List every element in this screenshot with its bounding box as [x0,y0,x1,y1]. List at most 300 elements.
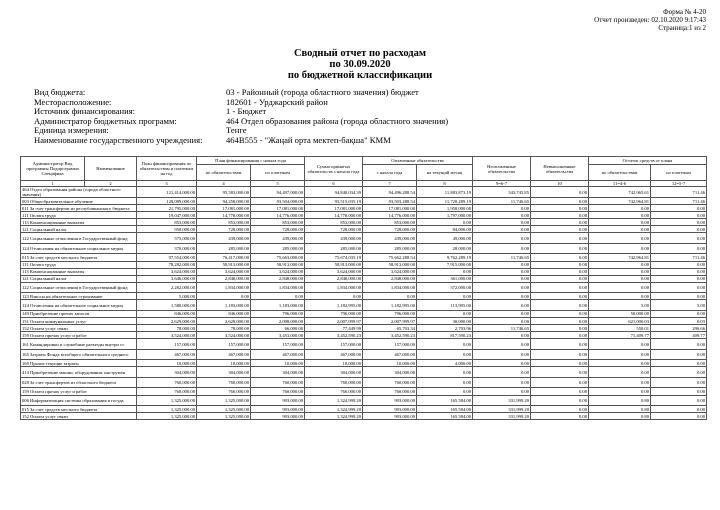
cell-c8: 11,720,289.19 [417,198,473,205]
cell-c9: 0.00 [473,318,531,325]
col-header-paid-ytd: с начала года [363,165,417,181]
cell-c12: 0.00 [651,212,707,219]
cell-c10: 0.00 [531,226,589,233]
cell-c4: 760,000.00 [197,388,251,395]
cell-c8: 2,703.96 [417,325,473,332]
cell-c11: 0.80 [589,406,651,413]
column-index-cell: 3 [137,181,197,187]
row-classifier-name: 121 Социальный налог [21,275,137,282]
cell-c11: 0.00 [589,205,651,212]
page-indicator: Страница:1 из 2 [658,24,706,32]
table-row [21,261,707,268]
cell-c10: 0.00 [531,413,589,420]
cell-c8: 0.00 [417,377,473,388]
cell-c10: 0.00 [531,233,589,244]
cell-c11: 0.00 [589,275,651,282]
column-index-cell: 2 [85,181,137,187]
cell-c8: 0.00 [417,388,473,395]
column-index-cell: 6 [305,181,363,187]
row-classifier-name: 122 Социальные отчисления в Государственный фонд [21,233,137,244]
report-parameters [34,88,448,146]
cell-c10: 0.00 [531,275,589,282]
row-classifier-name: 028 За счет трансфертов из областного бюджета [21,377,137,388]
cell-c11: 0.00 [589,377,651,388]
cell-c10: 0.00 [531,300,589,311]
cell-c10: 0.00 [531,339,589,350]
cell-c5: 94,497,000.00 [251,187,305,198]
table-row [21,395,707,406]
cell-c11: 0.80 [589,395,651,406]
row-classifier-name: 113 Компенсационные выплаты [21,219,137,226]
table-row [21,233,707,244]
cell-c8: 7,915,000.00 [417,261,473,268]
cell-c10: 0.00 [531,282,589,293]
row-classifier-name: 123 Взносы на обязательное страхование [21,293,137,300]
cell-c12: 711.46 [651,198,707,205]
group-header-plan: План финансирования с начала года [197,157,305,165]
info-label: Единица измерения: [34,125,109,136]
table-row [21,187,707,198]
column-index-cell: 1 [21,181,85,187]
cell-c7: 760,000.00 [363,377,417,388]
cell-c7: 304,000.00 [363,367,417,378]
cell-c7: 65,703.34 [363,325,417,332]
row-classifier-name: 165 Затраты Фонда всеобщего обязательного среднего [21,349,137,360]
cell-c10: 0.00 [531,205,589,212]
cell-c5: 66,000.00 [251,325,305,332]
cell-c7: 1,182,995.00 [363,300,417,311]
col-header-plan-payments: по платежам [251,165,305,181]
cell-c4: 1,325,000.00 [197,395,251,406]
form-number: Форма № 4-20 [663,8,706,16]
cell-c3: 760,000.00 [137,377,197,388]
cell-c5: 58,913,000.00 [251,261,305,268]
cell-c12: 0.00 [651,293,707,300]
info-label: Администратор бюджетных программ: [34,115,177,126]
cell-c9: 331,999.20 [473,395,531,406]
column-index-cell: 12=5-7 [651,181,707,187]
cell-c5: 3,624,000.00 [251,268,305,275]
cell-c6: 58,913,000.00 [305,261,363,268]
info-value: 464 Отдел образования района (города областного значения) [226,115,449,126]
column-index-cell: 9=6-7 [473,181,531,187]
cell-c6: 285,000.00 [305,243,363,254]
cell-c11: 0.80 [589,413,651,420]
cell-c8: 165,584.00 [417,395,473,406]
cell-c6: 157,000.00 [305,339,363,350]
cell-c11: 0.00 [589,360,651,367]
cell-c9: 0.00 [473,332,531,339]
cell-c12: 0.00 [651,413,707,420]
cell-c3: 120,089,000.00 [137,198,197,205]
cell-c3: 1,325,000.00 [137,406,197,413]
cell-c7: 993,000.00 [363,395,417,406]
cell-c7: 3,452,590.23 [363,332,417,339]
table-row [21,198,707,205]
cell-c3: 853,000.00 [137,219,197,226]
cell-c8: 0.00 [417,367,473,378]
row-classifier-name: 169 Прочие текущие затраты [21,360,137,367]
cell-c12: 0.00 [651,226,707,233]
cell-c11: 0.00 [589,268,651,275]
cell-c5: 3,453,000.00 [251,332,305,339]
table-row [21,367,707,378]
cell-c4: 78,000.00 [197,325,251,332]
cell-c12: 0.00 [651,205,707,212]
cell-c5: 993,000.00 [251,413,305,420]
row-classifier-name: 011 За счет трансфертов из республиканского бюджета [21,205,137,212]
cell-c12: 0.00 [651,339,707,350]
cell-c3: 2,282,000.00 [137,282,197,293]
cell-c3: 760,000.00 [137,388,197,395]
cell-c9: 331,999.20 [473,413,531,420]
cell-c6: 304,000.00 [305,367,363,378]
cell-c9: 0.00 [473,268,531,275]
title-line-1: Сводный отчет по расходам [293,48,427,59]
cell-c6: 796,000.00 [305,310,363,317]
cell-c4: 157,000.00 [197,339,251,350]
row-classifier-name: 149 Приобретение прочих запасов [21,310,137,317]
cell-c7: 0.00 [363,293,417,300]
cell-c4: 439,000.00 [197,233,251,244]
cell-c4: 94,258,000.00 [197,198,251,205]
cell-c5: 796,000.00 [251,310,305,317]
table-row [21,226,707,233]
cell-c6: 1,324,999.20 [305,406,363,413]
cell-c6: 3,624,000.00 [305,268,363,275]
row-classifier-name: 124 Отчисления на обязательное социальное медиц [21,300,137,311]
cell-c8: 49,000.00 [417,233,473,244]
row-classifier-name: 159 Оплата прочих услуг и работ [21,388,137,395]
cell-c12: 0.00 [651,388,707,395]
col-header-plan-obligations: по обязательствам [197,165,251,181]
cell-c9: 0.00 [473,310,531,317]
cell-c6: 1,324,999.20 [305,395,363,406]
cell-c8: 0.00 [417,268,473,275]
table-row [21,205,707,212]
info-value: 464В555 - "Жаңай орта мектеп-бақша" КММ [226,134,391,145]
table-row [21,325,707,332]
cell-c3: 78,282,000.00 [137,261,197,268]
cell-c5: 1,183,000.00 [251,300,305,311]
cell-c3: 21,795,000.00 [137,205,197,212]
cell-c11: 0.00 [589,282,651,293]
cell-c6: 728,000.00 [305,226,363,233]
cell-c7: 728,000.00 [363,226,417,233]
cell-c7: 94,496,288.54 [363,187,417,198]
cell-c6: 853,000.00 [305,219,363,226]
cell-c4: 2,629,000.00 [197,318,251,325]
cell-c10: 0.00 [531,377,589,388]
col-header-unfulfilled: Невыполненные обязательства [531,157,589,181]
cell-c6: 93,515,035.19 [305,198,363,205]
cell-c5: 993,000.00 [251,406,305,413]
table-row [21,254,707,261]
cell-c10: 0.00 [531,243,589,254]
col-header-rest-payments: по платежам [651,165,707,181]
cell-c10: 0.00 [531,406,589,413]
cell-c6: 17,081,000.00 [305,205,363,212]
cell-c4: 853,000.00 [197,219,251,226]
cell-c5: 467,000.00 [251,349,305,360]
info-label: Вид бюджета: [34,87,86,97]
table-row [21,388,707,395]
info-value: 03 - Районный (города областного значения) бюджет [226,87,419,97]
cell-c5: 75,663,000.00 [251,254,305,261]
cell-c10: 0.00 [531,325,589,332]
cell-c5: 0.00 [251,293,305,300]
cell-c7: 993,000.00 [363,406,417,413]
cell-c7: 760,000.00 [363,388,417,395]
cell-c8: 0.00 [417,349,473,360]
cell-c11: 742,964.81 [589,254,651,261]
cell-c5: 1,834,000.00 [251,282,305,293]
cell-c4: 3,524,000.00 [197,332,251,339]
info-row [34,136,448,146]
cell-c11: 0.00 [589,349,651,360]
cell-c9: 0.00 [473,205,531,212]
info-value: Тенге [226,125,247,136]
cell-c11: 550.01 [589,325,651,332]
table-row [21,282,707,293]
cell-c9: 0.00 [473,219,531,226]
table-row [21,293,707,300]
cell-c9: 0.00 [473,233,531,244]
row-classifier-name: 152 Оплата услуг связи [21,325,137,332]
cell-c5: 760,000.00 [251,377,305,388]
column-index-cell: 11=4-6 [589,181,651,187]
cell-c6: 94,840,034.39 [305,187,363,198]
cell-c6: 467,000.00 [305,349,363,360]
cell-c3: 157,000.00 [137,339,197,350]
cell-c11: 742,964.81 [589,198,651,205]
cell-c8: 30,000.00 [417,318,473,325]
cell-c9: 0.00 [473,339,531,350]
cell-c10: 0.00 [531,268,589,275]
table-row [21,310,707,317]
cell-c10: 0.00 [531,349,589,360]
cell-c7: 993,000.00 [363,413,417,420]
column-index-cell: 4 [197,181,251,187]
cell-c4: 10,000.00 [197,360,251,367]
cell-c3: 97,554,000.00 [137,254,197,261]
cell-c8: 817,590.23 [417,332,473,339]
cell-c3: 19,047,000.00 [137,212,197,219]
cell-c4: 1,325,000.00 [197,413,251,420]
cell-c3: 370,000.00 [137,243,197,254]
cell-c6: 77,449.99 [305,325,363,332]
cell-c10: 0.00 [531,261,589,268]
table-row [21,377,707,388]
cell-c10: 0.00 [531,254,589,261]
row-classifier-name: 003 Общеобразовательное обучение [21,198,137,205]
cell-c12: 711.46 [651,187,707,198]
cell-c5: 304,000.00 [251,367,305,378]
cell-c12: 0.00 [651,219,707,226]
cell-c6: 75,674,035.19 [305,254,363,261]
cell-c8: 113,995.00 [417,300,473,311]
cell-c7: 10,000.00 [363,360,417,367]
cell-c9: 11,746.65 [473,325,531,332]
cell-c3: 3,624,000.00 [137,268,197,275]
row-classifier-name: 111 Оплата труда [21,261,137,268]
cell-c11: 0.00 [589,212,651,219]
table-row [21,275,707,282]
cell-c10: 0.00 [531,318,589,325]
cell-c9: 0.00 [473,293,531,300]
info-label: Источник финансирования: [34,106,136,117]
cell-c12: 0.00 [651,268,707,275]
table-row [21,406,707,413]
cell-c3: 1,325,000.00 [137,413,197,420]
table-row [21,318,707,325]
table-row [21,268,707,275]
column-index-cell: 8 [417,181,473,187]
group-header-rest: Остаток средств от плана [589,157,707,165]
cell-c12: 0.00 [651,360,707,367]
cell-c12: 0.00 [651,349,707,360]
cell-c6: 760,000.00 [305,388,363,395]
cell-c12: 0.00 [651,406,707,413]
cell-c7: 439,000.00 [363,233,417,244]
cell-c7: 1,834,000.00 [363,282,417,293]
cell-c3: 3,524,000.00 [137,332,197,339]
cell-c11: 50,000.00 [589,310,651,317]
info-value: 182601 - Урджарский район [226,96,328,107]
cell-c3: 3,646,000.00 [137,275,197,282]
cell-c4: 76,417,000.00 [197,254,251,261]
col-header-paid-month: на текущий месяц [417,165,473,181]
info-label: Месторасположение: [34,96,112,107]
cell-c6: 439,000.00 [305,233,363,244]
table-row [21,349,707,360]
column-index-cell: 7 [363,181,417,187]
cell-c11: 0.00 [589,293,651,300]
cell-c9: 11,746.65 [473,198,531,205]
cell-c12: 0.00 [651,310,707,317]
cell-c7: 157,000.00 [363,339,417,350]
cell-c12: 0.03 [651,318,707,325]
expenses-table [20,156,707,420]
cell-c6: 2,007,999.97 [305,318,363,325]
cell-c4: 304,000.00 [197,367,251,378]
cell-c7: 467,000.00 [363,349,417,360]
cell-c4: 728,000.00 [197,226,251,233]
cell-c12: 711.46 [651,254,707,261]
cell-c3: 78,000.00 [137,325,197,332]
table-row [21,219,707,226]
row-classifier-name: 152 Оплата услуг связи [21,413,137,420]
col-header-accepted: Сумма принятых обязательств с начала года [305,157,363,181]
table-row [21,339,707,350]
table-row [21,360,707,367]
cell-c12: 0.00 [651,377,707,388]
cell-c9: 0.00 [473,212,531,219]
cell-c10: 0.00 [531,388,589,395]
cell-c5: 760,000.00 [251,388,305,395]
row-classifier-name: 006 Информатизация системы образования в госуда [21,395,137,406]
cell-c3: 1,580,000.00 [137,300,197,311]
cell-c5: 14,776,000.00 [251,212,305,219]
cell-c7: 17,081,000.00 [363,205,417,212]
cell-c12: 409.77 [651,332,707,339]
cell-c11: 0.00 [589,388,651,395]
row-classifier-name: 113 Компенсационные выплаты [21,268,137,275]
cell-c5: 439,000.00 [251,233,305,244]
cell-c9: 0.00 [473,367,531,378]
cell-c8: 0.00 [417,293,473,300]
cell-c4: 14,776,000.00 [197,212,251,219]
cell-c7: 58,913,000.00 [363,261,417,268]
cell-c4: 467,000.00 [197,349,251,360]
cell-c12: 0.00 [651,261,707,268]
cell-c8: 165,584.00 [417,413,473,420]
cell-c3: 950,000.00 [137,226,197,233]
cell-c8: 84,000.00 [417,226,473,233]
cell-c8: 1,797,000.00 [417,212,473,219]
row-classifier-name: 161 Командировки и служебные разъезды внутри ст [21,339,137,350]
cell-c9: 0.00 [473,360,531,367]
cell-c8: 0.00 [417,310,473,317]
cell-c10: 0.00 [531,212,589,219]
info-label: Наименование государственного учреждения: [34,134,203,145]
cell-c3: 5,000.00 [137,293,197,300]
cell-c9: 0.00 [473,388,531,395]
row-classifier-name: 159 Оплата прочих услуг и работ [21,332,137,339]
cell-c7: 796,000.00 [363,310,417,317]
cell-c5: 853,000.00 [251,219,305,226]
group-header-paid: Оплаченные обязательства [363,157,473,165]
row-classifier-name: 015 За счет средств местного бюджета [21,406,137,413]
cell-c7: 93,503,288.54 [363,198,417,205]
cell-c10: 0.00 [531,219,589,226]
cell-c7: 2,848,000.00 [363,275,417,282]
cell-c5: 2,008,000.00 [251,318,305,325]
table-row [21,212,707,219]
cell-c5: 285,000.00 [251,243,305,254]
cell-c9: 0.00 [473,349,531,360]
cell-c11: 71,409.77 [589,332,651,339]
cell-c10: 0.00 [531,332,589,339]
cell-c12: 5.00 [651,300,707,311]
cell-c3: 304,000.00 [137,367,197,378]
cell-c9: 11,746.65 [473,254,531,261]
cell-c4: 0.00 [197,293,251,300]
row-classifier-name: 464 Отдел образования района (города областного значения) [21,187,137,198]
row-classifier-name: 414 Приобретение машин, оборудования, инструмен [21,367,137,378]
cell-c8: 11,883,873.19 [417,187,473,198]
cell-c10: 0.00 [531,310,589,317]
cell-c12: 0.00 [651,233,707,244]
cell-c11: 0.00 [589,367,651,378]
cell-c11: 5.00 [589,300,651,311]
row-classifier-name: 122 Социальные отчисления в Государственный фонд [21,282,137,293]
cell-c4: 58,913,000.00 [197,261,251,268]
cell-c10: 0.00 [531,198,589,205]
cell-c4: 1,183,000.00 [197,300,251,311]
table-body [21,181,707,420]
cell-c10: 0.00 [531,293,589,300]
row-classifier-name: 124 Отчисления на обязательное социальное медиц [21,243,137,254]
row-classifier-name: 015 За счет средств местного бюджета [21,254,137,261]
cell-c8: 165,584.00 [417,406,473,413]
cell-c4: 1,834,000.00 [197,282,251,293]
cell-c12: 0.00 [651,282,707,293]
cell-c5: 17,081,000.00 [251,205,305,212]
cell-c9: 0.00 [473,261,531,268]
cell-c8: 0.00 [417,339,473,350]
row-classifier-name: 111 Оплата труда [21,212,137,219]
